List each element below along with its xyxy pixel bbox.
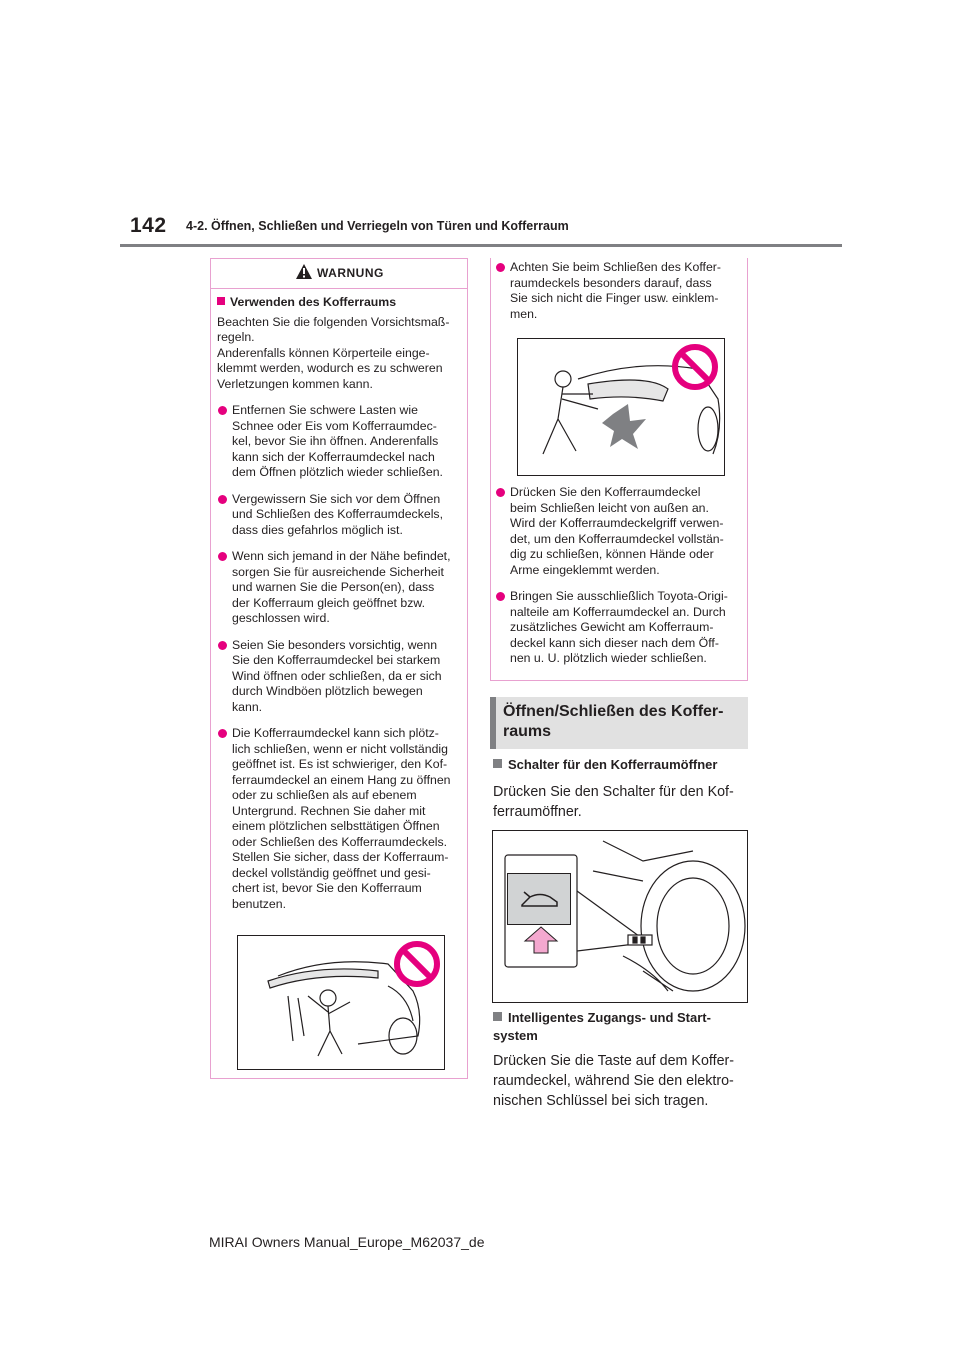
warning-body	[217, 291, 459, 912]
square-bullet-icon	[493, 759, 502, 768]
subheading-smart-entry	[493, 1009, 751, 1045]
illustration-closing-trunk	[517, 338, 725, 476]
warning-intro-1: Beachten Sie die folgenden Vorsichtsmaß- regeln.	[217, 314, 450, 344]
warning-bullet: Wenn sich jemand in der Nähe befindet, sorgen Sie für ausreichende Sicherheit und warnen Sie die Person(en), dass der Kofferraum gleich geöffnet bzw. geschlossen wird.	[217, 549, 459, 627]
warning-box-continued	[490, 258, 748, 681]
warning-bullet: Drücken Sie den Kofferraumdeckel beim Schließen leicht von außen an. Wird der Kofferraumdeckelgriff verwen- det, um den Kofferraumdeckel vollstän- dig zu schließen, können Hände oder Arme eingeklemmt werden.	[495, 485, 739, 578]
warning-bullet: Bringen Sie ausschließlich Toyota-Origi- nalteile am Kofferraumdeckel an. Durch zusätzliches Gewicht am Kofferraum- deckel kann sich dieser nach dem Öff- nen u. U. plötzlich wieder schließen.	[495, 589, 739, 667]
illustration-person-under-trunk	[237, 935, 445, 1070]
page-number: 142	[130, 214, 167, 237]
warning-intro-2: Anderenfalls können Körperteile einge- klemmt werden, wodurch es zu schweren Verletzungen kommen kann.	[217, 345, 443, 391]
section-title: 4-2. Öffnen, Schließen und Verriegeln von Türen und Kofferraum	[186, 219, 569, 233]
warning-header	[211, 259, 467, 289]
warning-bullet: Entfernen Sie schwere Lasten wie Schnee oder Eis vom Kofferraumdec- kel, bevor Sie ihn öffnen. Anderenfalls kann sich der Kofferraumdeckel nach dem Öffnen plötzlich wieder schließen.	[217, 403, 459, 481]
subheading-opener-text: Schalter für den Kofferraumöffner	[508, 757, 718, 772]
section-accent	[490, 697, 496, 749]
warning-continued-body	[495, 260, 739, 322]
warning-box	[210, 258, 468, 1079]
subheading-opener	[493, 756, 751, 774]
section-heading-bar	[490, 697, 748, 749]
trunk-open-icon	[520, 888, 560, 910]
warning-heading	[217, 295, 459, 311]
warning-label: WARNUNG	[317, 266, 384, 280]
trunk-opener-switch	[507, 873, 571, 925]
footer-text: MIRAI Owners Manual_Europe_M62037_de	[209, 1234, 485, 1250]
illustration-trunk-opener-switch	[492, 830, 748, 1003]
smart-entry-text: Drücken Sie die Taste auf dem Koffer- raumdeckel, während Sie den elektro- nischen Schlüssel bei sich tragen.	[493, 1053, 735, 1109]
warning-bullet: Vergewissern Sie sich vor dem Öffnen und Schließen des Kofferraumdeckels, dass dies gefahrlos möglich ist.	[217, 492, 459, 539]
opener-text: Drücken Sie den Schalter für den Kof- ferraumöffner.	[493, 784, 734, 820]
warning-bullet: Seien Sie besonders vorsichtig, wenn Sie den Kofferraumdeckel bei starkem Wind öffnen oder schließen, da er sich durch Windböen plötzlich bewegen kann.	[217, 638, 459, 716]
warning-heading-text: Verwenden des Kofferraums	[230, 295, 397, 309]
prohibition-icon	[393, 940, 441, 988]
warning-bullet: Achten Sie beim Schließen des Koffer- raumdeckels besonders darauf, dass Sie sich nicht die Finger usw. einklem- men.	[495, 260, 739, 322]
header-rule	[120, 244, 842, 247]
subheading-smart-entry-text: Intelligentes Zugangs- und Start- system	[493, 1010, 711, 1043]
arrow-up-icon	[523, 925, 559, 955]
warning-bullet: Die Kofferraumdeckel kann sich plötz- lich schließen, wenn er nicht vollständig geöffnet ist. Es ist schwieriger, den Kof- ferraumdeckel an einem Hang zu öffnen oder zu schließen als auf ebenem Untergrund. Rechnen Sie daher mit einem plötzlichen selbsttätigen Öffnen oder Schließen des Kofferraumdeckels. Stellen Sie sicher, dass der Kofferraum- deckel vollständig geöffnet und gesi- chert ist, bevor Sie den Kofferraum benutzen.	[217, 726, 459, 912]
warning-continued-lower	[495, 485, 739, 667]
warning-triangle-icon	[295, 263, 313, 280]
prohibition-icon	[671, 343, 719, 391]
square-bullet-icon	[217, 297, 225, 305]
square-bullet-icon	[493, 1012, 502, 1021]
section-heading: Öffnen/Schließen des Koffer- raums	[503, 703, 724, 740]
